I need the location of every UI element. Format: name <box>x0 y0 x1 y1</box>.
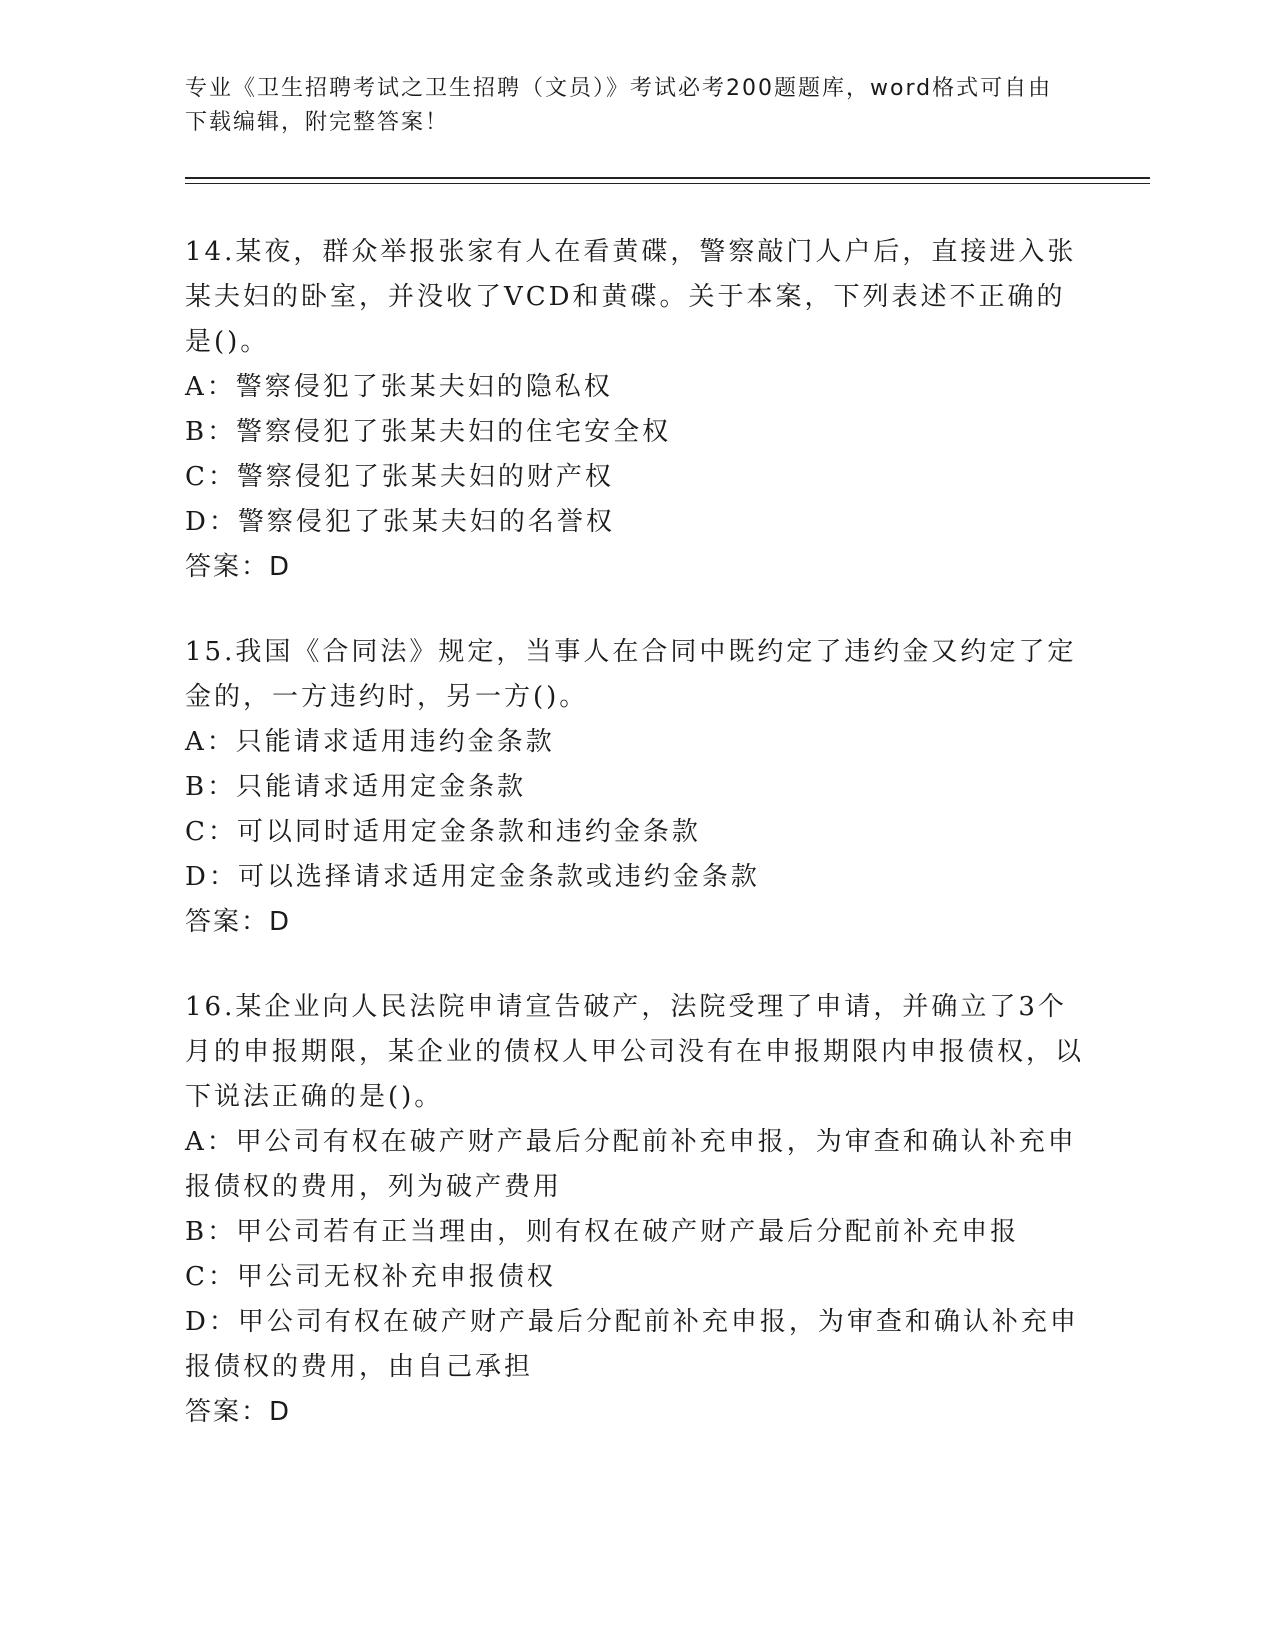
option-b: B：甲公司若有正当理由，则有权在破产财产最后分配前补充申报 <box>185 1217 1020 1247</box>
question-14 <box>185 230 1085 590</box>
option-c: C：可以同时适用定金条款和违约金条款 <box>185 817 701 847</box>
question-16 <box>185 985 1085 1435</box>
answer-line: 答案：D <box>185 907 292 937</box>
option-c: C：警察侵犯了张某夫妇的财产权 <box>185 462 614 492</box>
option-d: D：警察侵犯了张某夫妇的名誉权 <box>185 507 615 537</box>
option-b: B：警察侵犯了张某夫妇的住宅安全权 <box>185 417 672 447</box>
question-stem: 14.某夜，群众举报张家有人在看黄碟，警察敲门人户后，直接进入张某夫妇的卧室，并没收了VCD和黄碟。关于本案，下列表述不正确的是()。 <box>185 237 1077 357</box>
question-list <box>185 230 1085 1475</box>
option-a: A：警察侵犯了张某夫妇的隐私权 <box>185 372 613 402</box>
question-stem: 15.我国《合同法》规定，当事人在合同中既约定了违约金又约定了定金的，一方违约时，另一方()。 <box>185 637 1077 712</box>
answer-line: 答案：D <box>185 552 292 582</box>
option-b: B：只能请求适用定金条款 <box>185 772 527 802</box>
header-divider-thick <box>185 177 1150 179</box>
answer-line: 答案：D <box>185 1397 292 1427</box>
option-d: D：可以选择请求适用定金条款或违约金条款 <box>185 862 760 892</box>
header-divider-thin <box>185 183 1150 184</box>
option-c: C：甲公司无权补充申报债权 <box>185 1262 556 1292</box>
option-d: D：甲公司有权在破产财产最后分配前补充申报，为审查和确认补充申报债权的费用，由自己承担 <box>185 1307 1079 1382</box>
question-stem: 16.某企业向人民法院申请宣告破产，法院受理了申请，并确立了3个月的申报期限，某企业的债权人甲公司没有在申报期限内申报债权，以下说法正确的是()。 <box>185 992 1085 1112</box>
option-a: A：甲公司有权在破产财产最后分配前补充申报，为审查和确认补充申报债权的费用，列为破产费用 <box>185 1127 1077 1202</box>
option-a: A：只能请求适用违约金条款 <box>185 727 555 757</box>
document-header: 专业《卫生招聘考试之卫生招聘（文员）》考试必考200题题库，word格式可自由下载编辑，附完整答案！ <box>185 76 1053 135</box>
question-15 <box>185 630 1085 945</box>
